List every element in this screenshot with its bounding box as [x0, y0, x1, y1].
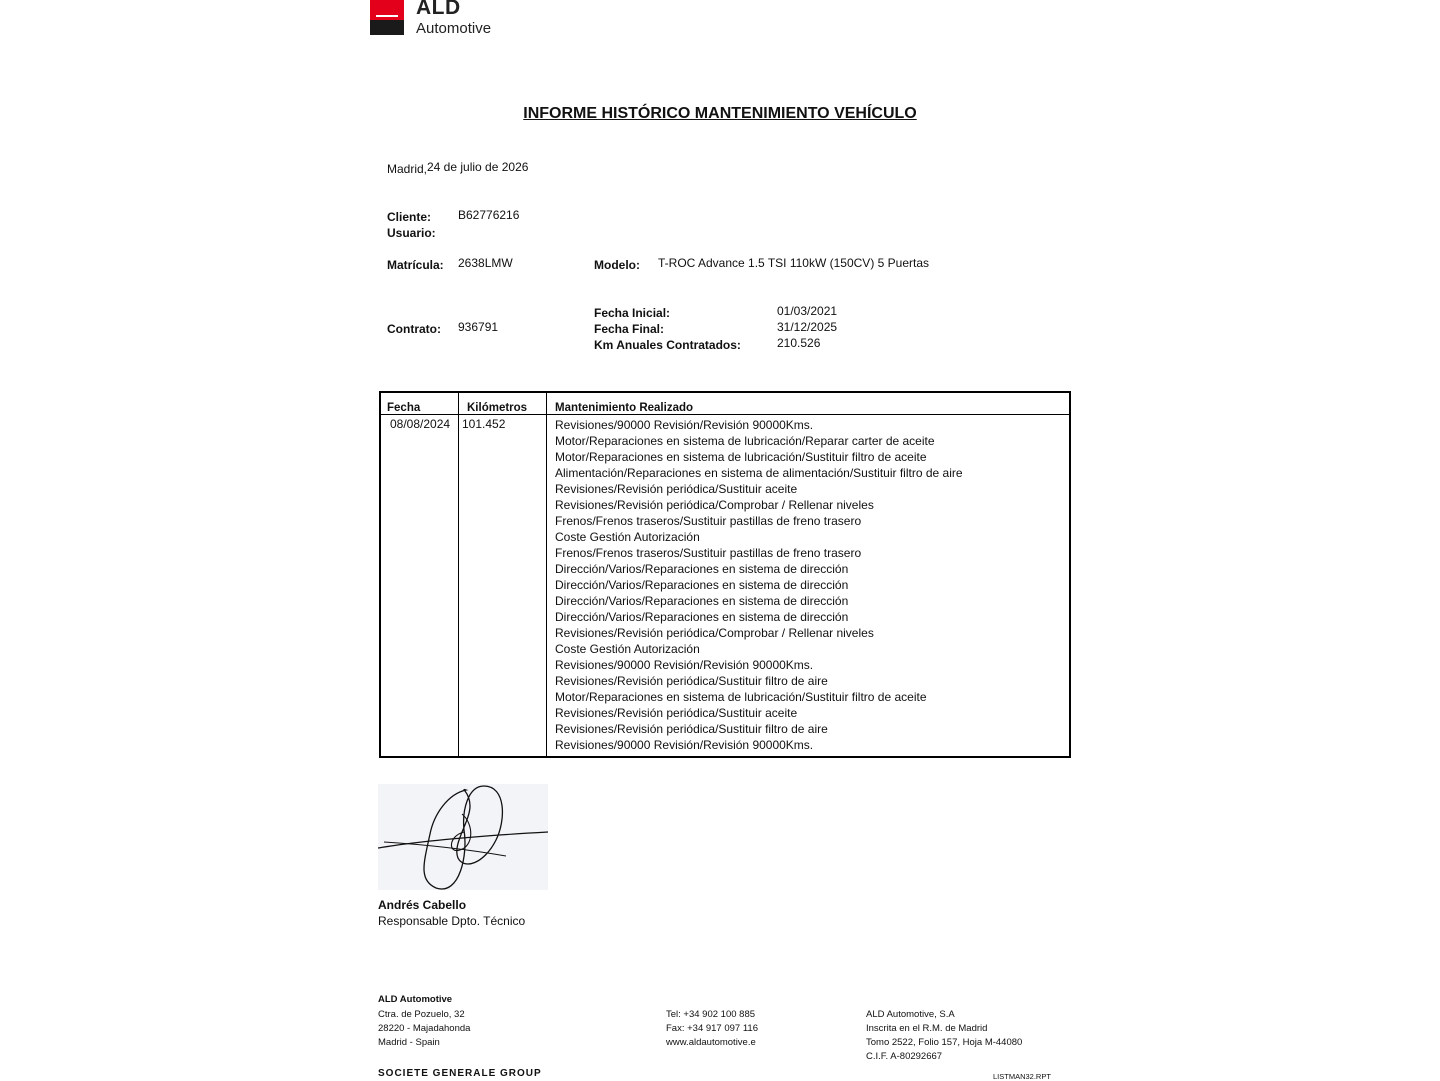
header-divider: [381, 414, 1069, 415]
maintenance-item: Revisiones/Revisión periódica/Sustituir filtro de aire: [555, 722, 828, 736]
km-anuales-value: 210.526: [777, 336, 821, 350]
fecha-final-label: Fecha Final:: [594, 322, 665, 336]
signature-scribble: [378, 784, 548, 890]
km-anuales-label: Km Anuales Contratados:: [594, 338, 741, 352]
column-divider: [458, 393, 459, 756]
footer-legal-line3: Tomo 2522, Folio 157, Hoja M-44080: [866, 1037, 1023, 1048]
logo-text-automotive: Automotive: [416, 20, 492, 37]
logo-red-band: [370, 0, 404, 20]
logo-white-line: [376, 15, 398, 17]
maintenance-item: Motor/Reparaciones en sistema de lubricación/Sustituir filtro de aceite: [555, 690, 927, 704]
maintenance-item: Revisiones/90000 Revisión/Revisión 90000Kms.: [555, 738, 814, 752]
logo-text-ald: ALD: [416, 0, 461, 19]
maintenance-item: Alimentación/Reparaciones en sistema de alimentación/Sustituir filtro de aire: [555, 466, 963, 480]
footer-report-code: LISTMAN32.RPT: [993, 1072, 1051, 1081]
footer-address-line1: Ctra. de Pozuelo, 32: [378, 1009, 465, 1020]
matricula-value: 2638LMW: [458, 256, 513, 270]
maintenance-item: Revisiones/90000 Revisión/Revisión 90000Kms.: [555, 658, 814, 672]
maintenance-item: Revisiones/Revisión periódica/Comprobar / Rellenar niveles: [555, 498, 874, 512]
place: Madrid,: [387, 162, 428, 176]
fecha-inicial-label: Fecha Inicial:: [594, 306, 671, 320]
cliente-value: B62776216: [458, 208, 520, 222]
footer-website: www.aldautomotive.e: [666, 1037, 756, 1048]
contrato-value: 936791: [458, 320, 499, 334]
row-kilometros: 101.452: [462, 417, 506, 431]
contrato-label: Contrato:: [387, 322, 441, 336]
maintenance-table: [379, 391, 1071, 758]
cliente-label: Cliente:: [387, 210, 432, 224]
maintenance-item: Revisiones/Revisión periódica/Sustituir aceite: [555, 706, 798, 720]
footer-address-line3: Madrid - Spain: [378, 1037, 440, 1048]
signer-role: Responsable Dpto. Técnico: [378, 914, 526, 928]
modelo-value: T-ROC Advance 1.5 TSI 110kW (150CV) 5 Puertas: [658, 256, 930, 270]
maintenance-item: Dirección/Varios/Reparaciones en sistema de dirección: [555, 594, 849, 608]
report-date: 24 de julio de 2026: [427, 160, 529, 174]
modelo-label: Modelo:: [594, 258, 640, 272]
signature-image: [378, 784, 548, 890]
maintenance-item: Revisiones/Revisión periódica/Comprobar / Rellenar niveles: [555, 626, 874, 640]
maintenance-item: Revisiones/Revisión periódica/Sustituir filtro de aire: [555, 674, 828, 688]
maintenance-item: Dirección/Varios/Reparaciones en sistema de dirección: [555, 562, 849, 576]
column-divider: [546, 393, 547, 756]
maintenance-item: Revisiones/90000 Revisión/Revisión 90000Kms.: [555, 418, 814, 432]
footer-legal-line2: Inscrita en el R.M. de Madrid: [866, 1023, 988, 1034]
maintenance-item: Frenos/Frenos traseros/Sustituir pastillas de freno trasero: [555, 546, 862, 560]
maintenance-item: Motor/Reparaciones en sistema de lubricación/Sustituir filtro de aceite: [555, 450, 927, 464]
matricula-label: Matrícula:: [387, 258, 444, 272]
header-mantenimiento: Mantenimiento Realizado: [555, 402, 694, 414]
footer-group-name: SOCIETE GENERALE GROUP: [378, 1068, 542, 1079]
maintenance-item: Coste Gestión Autorización: [555, 530, 700, 544]
maintenance-item: Motor/Reparaciones en sistema de lubricación/Reparar carter de aceite: [555, 434, 935, 448]
maintenance-item: Frenos/Frenos traseros/Sustituir pastillas de freno trasero: [555, 514, 862, 528]
signer-name: Andrés Cabello: [378, 898, 467, 912]
fecha-inicial-value: 01/03/2021: [777, 304, 838, 318]
maintenance-item: Coste Gestión Autorización: [555, 642, 700, 656]
page-title: INFORME HISTÓRICO MANTENIMIENTO VEHÍCULO: [523, 105, 917, 122]
footer-phone: Tel: +34 902 100 885: [666, 1009, 756, 1020]
footer-address-line2: 28220 - Majadahonda: [378, 1023, 471, 1034]
usuario-label: Usuario:: [387, 226, 436, 240]
maintenance-list: [555, 417, 963, 753]
footer-legal-line1: ALD Automotive, S.A: [866, 1009, 955, 1020]
row-fecha: 08/08/2024: [390, 417, 451, 431]
footer-legal-line4: C.I.F. A-80292667: [866, 1051, 943, 1062]
footer-company: ALD Automotive: [378, 994, 453, 1005]
maintenance-item: Dirección/Varios/Reparaciones en sistema de dirección: [555, 578, 849, 592]
maintenance-item: Revisiones/Revisión periódica/Sustituir aceite: [555, 482, 798, 496]
footer-fax: Fax: +34 917 097 116: [666, 1023, 758, 1034]
header-fecha: Fecha: [387, 402, 421, 414]
maintenance-item: Dirección/Varios/Reparaciones en sistema de dirección: [555, 610, 849, 624]
fecha-final-value: 31/12/2025: [777, 320, 838, 334]
header-kilometros: Kilómetros: [467, 402, 528, 414]
